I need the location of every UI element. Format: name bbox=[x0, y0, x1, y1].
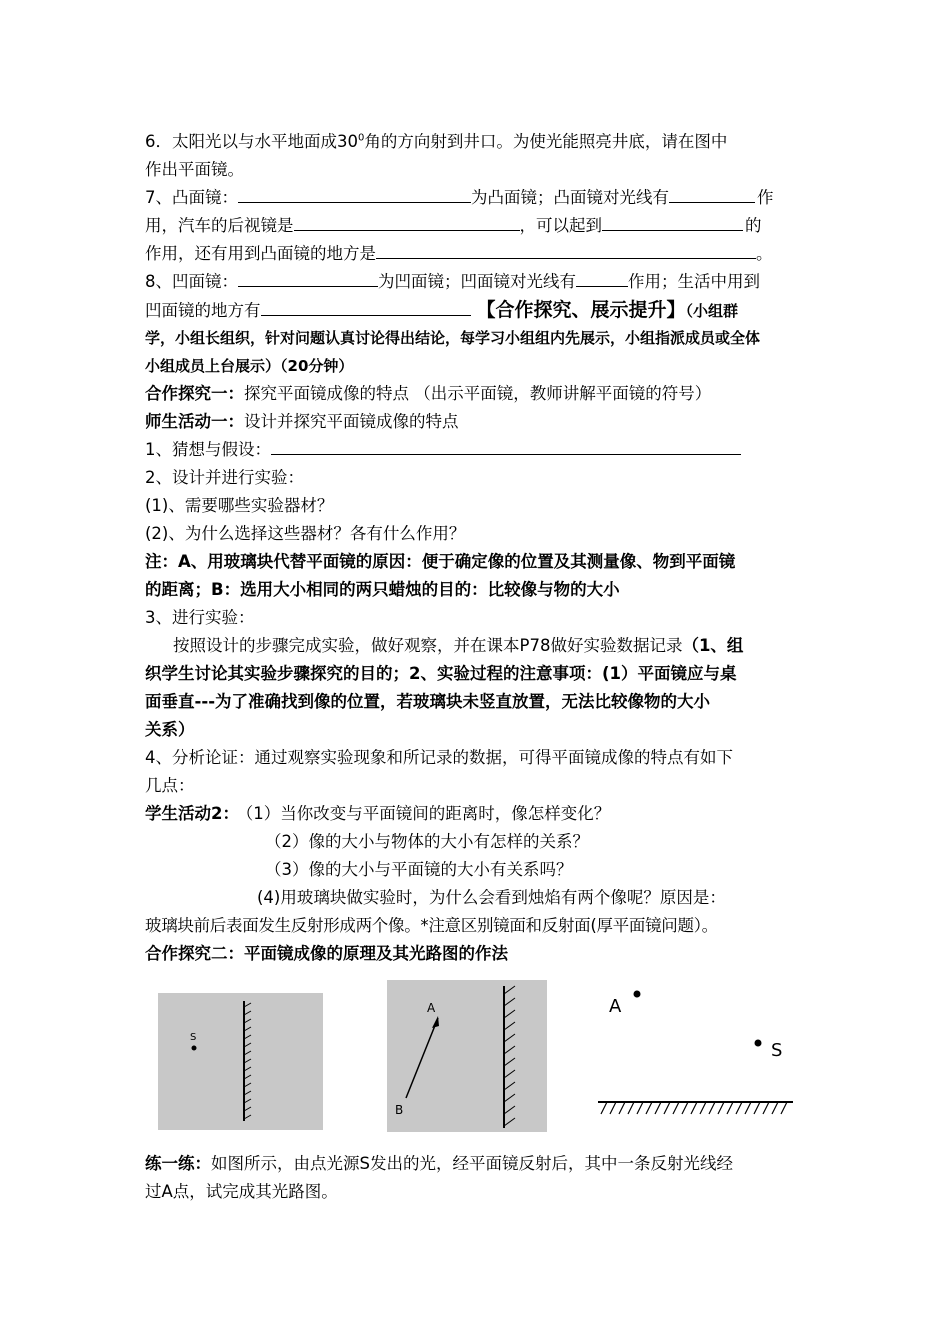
q7-text-b: 为凸面镜；凸面镜对光线有 bbox=[471, 188, 669, 207]
practice-line1 bbox=[145, 1150, 815, 1178]
point-s-label: S bbox=[771, 1040, 783, 1061]
activity1-label: 师生活动一： bbox=[145, 412, 244, 431]
q7-text-h: 。 bbox=[756, 244, 773, 263]
step4-line2: 几点： bbox=[145, 776, 195, 795]
q6-line2: 作出平面镜。 bbox=[145, 160, 244, 179]
activity2-line4: (4)用玻璃块做实验时，为什么会看到烛焰有两个像呢？原因是： bbox=[257, 888, 726, 907]
step3-text-line4: 关系） bbox=[145, 720, 195, 739]
answer-blank[interactable] bbox=[271, 436, 741, 455]
q7-text-e: ，可以起到 bbox=[519, 216, 602, 235]
answer-blank[interactable] bbox=[238, 268, 378, 287]
point-a-label: A bbox=[609, 996, 622, 1017]
q8-text-b: 为凹面镜；凹面镜对光线有 bbox=[378, 272, 576, 291]
explore1-text: 探究平面镜成像的特点 （出示平面镜，教师讲解平面镜的符号） bbox=[244, 384, 712, 403]
step3-text-a: 按照设计的步骤完成实验，做好观察，并在课本P78做好实验数据记录 bbox=[173, 636, 683, 655]
point-a-label: A bbox=[427, 1001, 436, 1015]
figure-mirror-ab bbox=[387, 980, 547, 1132]
step3-text-b: （1、组 bbox=[682, 636, 744, 655]
explore1-label: 合作探究一： bbox=[145, 384, 244, 403]
section-note: （小组群 bbox=[685, 302, 739, 320]
activity2-line3: （3）像的大小与平面镜的大小有关系吗？ bbox=[265, 860, 573, 879]
note-line2: 的距离；B：选用大小相同的两只蜡烛的目的：比较像与物的大小 bbox=[145, 580, 620, 599]
q8-text-d: 凹面镜的地方有 bbox=[145, 301, 261, 320]
degree-sup: 0 bbox=[358, 132, 365, 144]
q8-text-c: 作用；生活中用到 bbox=[628, 272, 760, 291]
point-b-label: B bbox=[395, 1103, 404, 1117]
step2-line: 2、设计并进行实验： bbox=[145, 468, 304, 487]
step3-text-line3: 面垂直---为了准确找到像的位置，若玻璃块未竖直放置，无法比较像物的大小 bbox=[145, 692, 711, 711]
note-line1: 注：A、用玻璃块代替平面镜的原因：便于确定像的位置及其测量像、物到平面镜 bbox=[145, 552, 736, 571]
q8-line2 bbox=[145, 296, 815, 324]
step3-text-line2: 织学生讨论其实验步骤探究的目的；2、实验过程的注意事项：(1）平面镜应与桌 bbox=[145, 664, 737, 683]
answer-blank[interactable] bbox=[376, 240, 756, 259]
answer-blank[interactable] bbox=[294, 212, 520, 231]
explore2-line: 合作探究二：平面镜成像的原理及其光路图的作法 bbox=[145, 944, 508, 963]
point-s-label: S bbox=[190, 1032, 197, 1043]
answer-blank[interactable] bbox=[238, 184, 471, 203]
practice-line2: 过A点，试完成其光路图。 bbox=[145, 1182, 338, 1201]
figure-mirror-s bbox=[158, 993, 323, 1130]
step1-text: 1、猜想与假设： bbox=[145, 440, 271, 459]
step3-text-line1 bbox=[145, 632, 815, 660]
figure-mirror-s-svg bbox=[158, 993, 323, 1130]
figure-mirror-ab-svg bbox=[387, 980, 547, 1132]
q7-text-g: 作用，还有用到凸面镜的地方是 bbox=[145, 244, 376, 263]
section-note-line3: 小组成员上台展示）（20分钟） bbox=[145, 357, 354, 375]
q7-line3 bbox=[145, 240, 815, 268]
step4-line1: 4、分析论证：通过观察实验现象和所记录的数据，可得平面镜成像的特点有如下 bbox=[145, 748, 733, 767]
step3-line: 3、进行实验： bbox=[145, 608, 255, 627]
activity2-q1: （1）当你改变与平面镜间的距离时，像怎样变化？ bbox=[244, 804, 611, 823]
activity2-line5: 玻璃块前后表面发生反射形成两个像。*注意区别镜面和反射面(厚平面镜问题）。 bbox=[145, 916, 718, 935]
answer-blank[interactable] bbox=[669, 184, 755, 203]
q7-line2 bbox=[145, 212, 815, 240]
section-heading: 【合作探究、展示提升】 bbox=[476, 299, 686, 321]
step1-line bbox=[145, 436, 815, 464]
activity2-line1 bbox=[145, 800, 815, 828]
step2b-line: (2)、为什么选择这些器材？各有什么作用？ bbox=[145, 524, 466, 543]
q7-line1 bbox=[145, 184, 815, 212]
worksheet-page bbox=[145, 128, 815, 968]
q8-line1 bbox=[145, 268, 815, 296]
q6-text-a: 6．太阳光以与水平地面成30 bbox=[145, 132, 358, 151]
figure-mirror-as-svg bbox=[593, 980, 803, 1132]
activity1-text: 设计并探究平面镜成像的特点 bbox=[244, 412, 459, 431]
answer-blank[interactable] bbox=[576, 268, 628, 287]
q7-text-f: 的 bbox=[745, 216, 762, 235]
q6-line1 bbox=[145, 128, 815, 156]
answer-blank[interactable] bbox=[261, 297, 471, 316]
q7-text-d: 用，汽车的后视镜是 bbox=[145, 216, 294, 235]
q7-text-a: 7、凸面镜： bbox=[145, 188, 238, 207]
activity2-line2: （2）像的大小与物体的大小有怎样的关系？ bbox=[265, 832, 589, 851]
practice-label: 练一练： bbox=[145, 1154, 211, 1173]
q7-text-c: 作 bbox=[757, 188, 774, 207]
figure-mirror-as bbox=[593, 980, 803, 1132]
answer-blank[interactable] bbox=[602, 212, 743, 231]
practice-block bbox=[145, 1150, 815, 1206]
activity1-line bbox=[145, 408, 815, 436]
section-note-line2: 学，小组长组织，针对问题认真讨论得出结论，每学习小组组内先展示，小组指派成员或全体 bbox=[145, 329, 761, 347]
practice-text-1: 如图所示，由点光源S发出的光，经平面镜反射后，其中一条反射光线经 bbox=[211, 1154, 733, 1173]
q8-text-a: 8、凹面镜： bbox=[145, 272, 238, 291]
activity2-label: 学生活动2： bbox=[145, 804, 239, 823]
q6-text-b: 角的方向射到井口。为使光能照亮井底，请在图中 bbox=[364, 132, 728, 151]
step2a-line: (1)、需要哪些实验器材？ bbox=[145, 496, 334, 515]
explore1-line bbox=[145, 380, 815, 408]
